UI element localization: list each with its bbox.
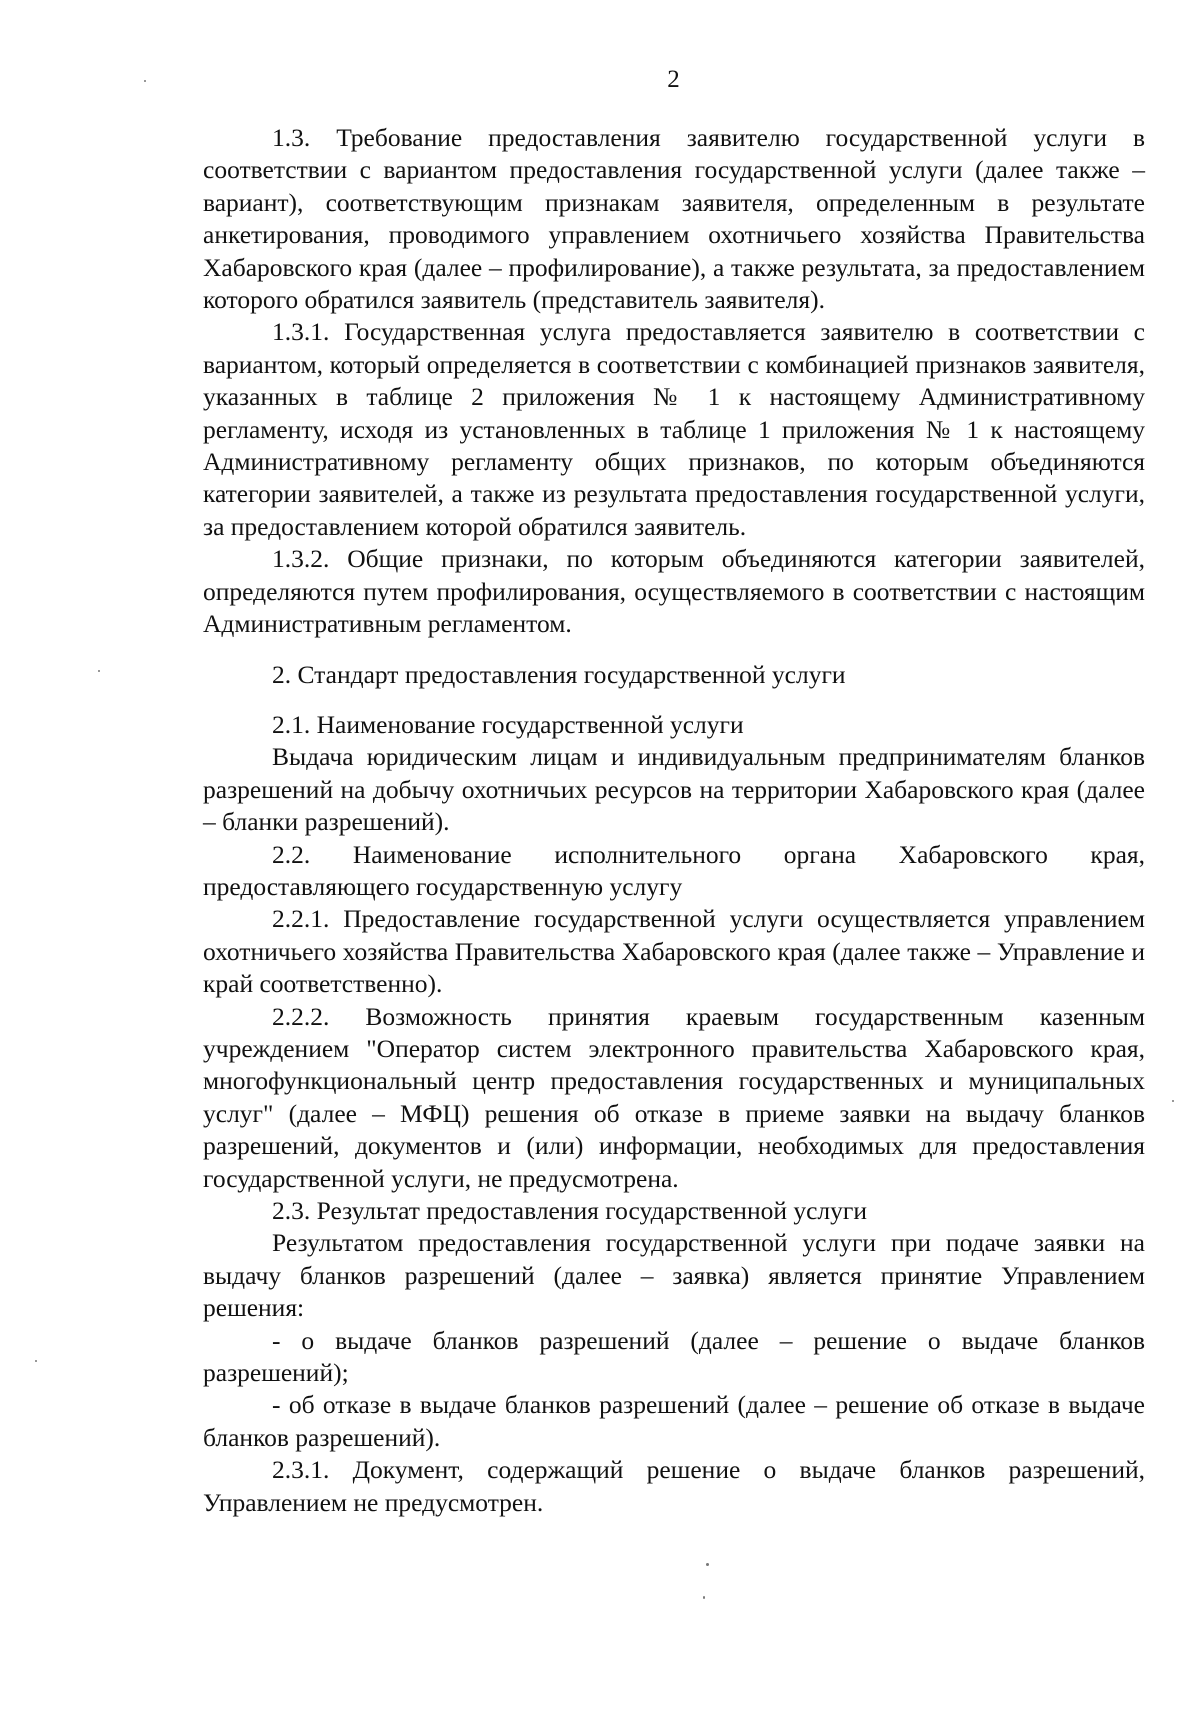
section-heading-2: 2. Стандарт предоставления государственной услуги	[272, 659, 846, 689]
scan-speck	[144, 80, 146, 82]
paragraph-service-name: Выдача юридическим лицам и индивидуальным предпринимателям бланков разрешений на добычу охотничьих ресурсов на территории Хабаровского края (далее – бланки разрешений).	[203, 742, 1145, 837]
scan-speck	[98, 670, 100, 672]
subsection-heading-2-1: 2.1. Наименование государственной услуги	[272, 709, 744, 739]
list-item-issue-decision: - о выдаче бланков разрешений (далее – решение о выдаче бланков разрешений);	[203, 1325, 1145, 1388]
subsection-heading-2-3: 2.3. Результат предоставления государственной услуги	[272, 1196, 868, 1225]
scan-speck	[706, 1563, 709, 1566]
scan-speck	[703, 1596, 705, 1599]
paragraph-2-2-2: 2.2.2. Возможность принятия краевым государственным казенным учреждением "Оператор систем электронного правительства Хабаровского края, многофункциональный центр предоставления государственных и муниципальных услуг" (далее – МФЦ) решения об отказе в приеме заявки на выдачу бланков разрешений, документов и (или) информации, необходимых для предоставления государственной услуги, не предусмотрена.	[203, 1001, 1145, 1193]
list-item-refusal-decision: - об отказе в выдаче бланков разрешений (далее – решение об отказе в выдаче бланков разрешений).	[203, 1390, 1145, 1452]
paragraph-result: Результатом предоставления государственной услуги при подаче заявки на выдачу бланков разрешений (далее – заявка) является принятие Управлением решения:	[203, 1228, 1145, 1323]
scan-speck	[35, 1360, 37, 1362]
paragraph-1-3-2: 1.3.2. Общие признаки, по которым объединяются категории заявителей, определяются путем профилирования, осуществляемого в соответствии с настоящим Административным регламентом.	[203, 544, 1145, 639]
document-body	[203, 122, 1145, 1519]
paragraph-1-3: 1.3. Требование предоставления заявителю государственной услуги в соответствии с вариантом предоставления государственной услуги (далее также – вариант), соответствующим признакам заявителя, определенным в результате анкетирования, проводимого управлением охотничьего хозяйства Правительства Хабаровского края (далее – профилирование), а также результата, за предоставлением которого обратился заявитель (представитель заявителя).	[203, 123, 1145, 315]
page-number: 2	[667, 66, 680, 93]
paragraph-1-3-1: 1.3.1. Государственная услуга предоставляется заявителю в соответствии с вариантом, который определяется в соответствии с комбинацией признаков заявителя, указанных в таблице 2 приложения № 1 к настоящему Административному регламенту, исходя из установленных в таблице 1 приложения № 1 к настоящему Административному регламенту общих признаков, по которым объединяются категории заявителей, а также из результата предоставления государственной услуги, за предоставлением которой обратился заявитель.	[203, 317, 1145, 541]
subsection-heading-2-2: 2.2. Наименование исполнительного органа Хабаровского края, предоставляющего государственную услугу	[203, 839, 1145, 901]
paragraph-2-3-1: 2.3.1. Документ, содержащий решение о выдаче бланков разрешений, Управлением не предусмотрен.	[203, 1455, 1145, 1517]
paragraph-2-2-1: 2.2.1. Предоставление государственной услуги осуществляется управлением охотничьего хозяйства Правительства Хабаровского края (далее также – Управление и край соответственно).	[203, 904, 1145, 999]
scan-speck	[1172, 1100, 1174, 1102]
